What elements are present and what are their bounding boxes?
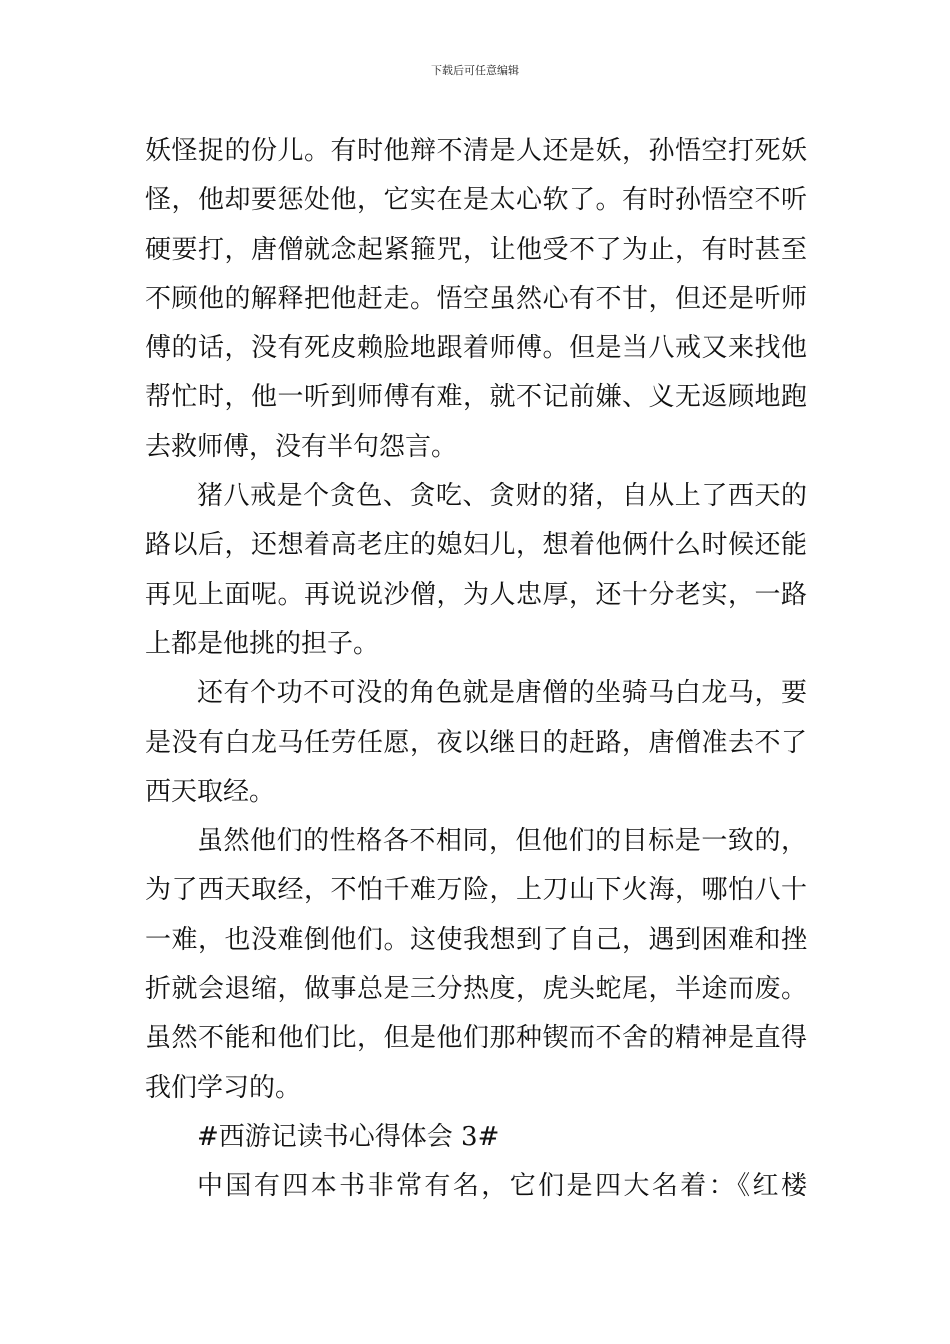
paragraph-line: 是没有白龙马任劳任愿，夜以继日的赶路，唐僧准去不了 xyxy=(145,727,807,758)
paragraph-line: 上都是他挑的担子。 xyxy=(145,628,380,659)
paragraph-line: 再见上面呢。再说说沙僧，为人忠厚，还十分老实，一路 xyxy=(145,579,807,610)
paragraph-line: 硬要打，唐僧就念起紧箍咒，让他受不了为止，有时甚至 xyxy=(145,234,807,265)
paragraph-line: 折就会退缩，做事总是三分热度，虎头蛇尾，半途而废。 xyxy=(145,974,807,1005)
paragraph-line: 不顾他的解释把他赶走。悟空虽然心有不甘，但还是听师 xyxy=(145,283,807,314)
section-heading: #西游记读书心得体会 3# xyxy=(197,1121,500,1152)
paragraph-line: 一难，也没难倒他们。这使我想到了自己，遇到困难和挫 xyxy=(145,924,807,955)
body-text xyxy=(145,127,807,1212)
paragraph-line: 为了西天取经，不怕千难万险，上刀山下火海，哪怕八十 xyxy=(145,875,807,906)
paragraph-line: 西天取经。 xyxy=(145,776,276,807)
paragraph-line: 去救师傅，没有半句怨言。 xyxy=(145,431,458,462)
paragraph-line: 傅的话，没有死皮赖脸地跟着师傅。但是当八戒又来找他 xyxy=(145,333,807,364)
paragraph-line: 猪八戒是个贪色、贪吃、贪财的猪，自从上了西天的 xyxy=(197,481,807,512)
paragraph-line: 中国有四本书非常有名，它们是四大名着：《红楼 xyxy=(197,1171,807,1202)
paragraph-line: 妖怪捉的份儿。有时他辩不清是人还是妖，孙悟空打死妖 xyxy=(145,136,807,166)
page-header: 下载后可任意编辑 xyxy=(431,64,519,77)
paragraph-line: 虽然不能和他们比，但是他们那种锲而不舍的精神是直得 xyxy=(145,1023,807,1054)
paragraph-line: 帮忙时，他一听到师傅有难，就不记前嫌、义无返顾地跑 xyxy=(145,382,807,413)
paragraph-line: 怪，他却要惩处他，它实在是太心软了。有时孙悟空不听 xyxy=(145,185,807,216)
paragraph-line: 路以后，还想着高老庄的媳妇儿，想着他俩什么时候还能 xyxy=(145,530,807,561)
paragraph-line: 我们学习的。 xyxy=(145,1072,302,1103)
paragraph-line: 还有个功不可没的角色就是唐僧的坐骑马白龙马，要 xyxy=(197,678,807,709)
paragraph-line: 虽然他们的性格各不相同，但他们的目标是一致的， xyxy=(197,826,807,857)
